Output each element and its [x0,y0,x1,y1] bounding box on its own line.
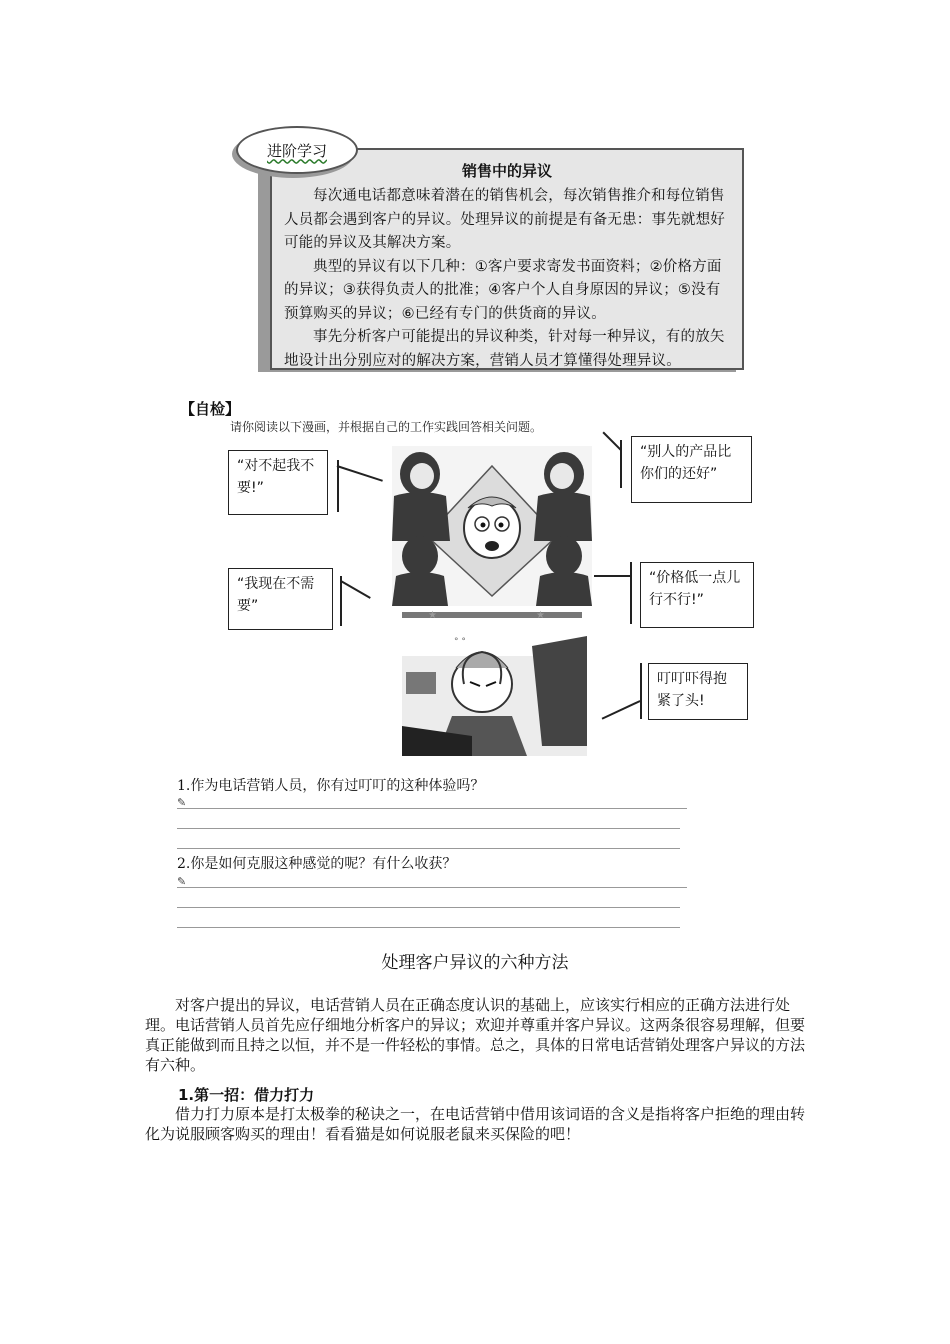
advanced-learning-tab [236,126,358,174]
connector-line [337,465,383,481]
section-intro-text: 对客户提出的异议，电话营销人员在正确态度认识的基础上，应该实行相应的正确方法进行处理。电话营销人员首先应仔细地分析客户的异议；欢迎并尊重并客户异议。这两条很容易理解，但要真正能做到而且持之以恒，并不是一件轻松的事情。总之，具体的日常电话营销处理客户异议的方法有六种。 [145,996,806,1074]
bubble-top-right: “别人的产品比你们的还好” [631,436,752,503]
connector-line [340,576,342,626]
bubble-mid-right: “价格低一点儿行不行!” [640,562,754,628]
advanced-learning-panel [270,148,744,370]
answer-line[interactable] [177,887,687,888]
pen-icon: ✎ [177,796,187,809]
svg-text:★: ★ [428,610,437,621]
box-title: 销售中的异议 [461,162,552,180]
box-paragraph-1: 每次通电话都意味着潜在的销售机会，每次销售推介和每位销售人员都会遇到客户的异议。处理异议的前提是有备无患：事先就想好可能的异议及其解决方案。 [284,188,725,251]
connector-line [337,460,339,512]
sub-heading: 1.第一招：借力打力 [178,1086,315,1104]
question-2: 2.你是如何克服这种感觉的呢？有什么收获？ [177,856,457,872]
box-paragraph-2: 典型的异议有以下几种：①客户要求寄发书面资料；②价格方面的异议；③获得负责人的批准；④客户个人自身原因的异议；⑤没有预算购买的异议；⑥已经有专门的供货商的异议。 [284,258,722,322]
comic-illustration [392,446,592,758]
section-title: 处理客户异议的六种方法 [381,953,569,973]
bubble-top-left: “对不起我不要!” [228,450,328,515]
connector-line [341,580,371,598]
svg-text:★: ★ [536,610,545,621]
question-1: 1.作为电话营销人员，你有过叮叮的这种体验吗？ [177,778,485,794]
answer-line[interactable] [177,808,687,809]
box-paragraph-3: 事先分析客户可能提出的异议种类，针对每一种异议，有的放矢地设计出分别应对的解决方案，营销人员才算懂得处理异议。 [284,329,725,369]
self-check-instruction: 请你阅读以下漫画，并根据自己的工作实践回答相关问题。 [230,420,543,434]
tab-label: 进阶学习 [266,141,327,160]
sub-paragraph [145,1104,805,1144]
self-check-heading: 【自检】 [180,400,241,418]
sub-paragraph-text: 借力打力原本是打太极拳的秘诀之一，在电话营销中借用该词语的含义是指将客户拒绝的理由转化为说服顾客购买的理由！看看猫是如何说服老鼠来买保险的吧！ [145,1105,806,1143]
answer-line[interactable] [177,848,680,849]
section-intro [145,995,805,1075]
svg-text:° °: ° ° [454,637,466,647]
answer-line[interactable] [177,927,680,928]
connector-line [630,562,632,624]
connector-line [640,663,642,719]
connector-line [603,432,622,451]
answer-line[interactable] [177,907,680,908]
pen-icon: ✎ [177,875,187,888]
bubble-bottom-right: 叮叮吓得抱紧了头! [648,663,748,720]
connector-line [594,575,630,577]
connector-line [602,700,641,719]
bubble-mid-left: “我现在不需要” [228,568,333,630]
advanced-learning-box [258,141,758,382]
answer-line[interactable] [177,828,680,829]
